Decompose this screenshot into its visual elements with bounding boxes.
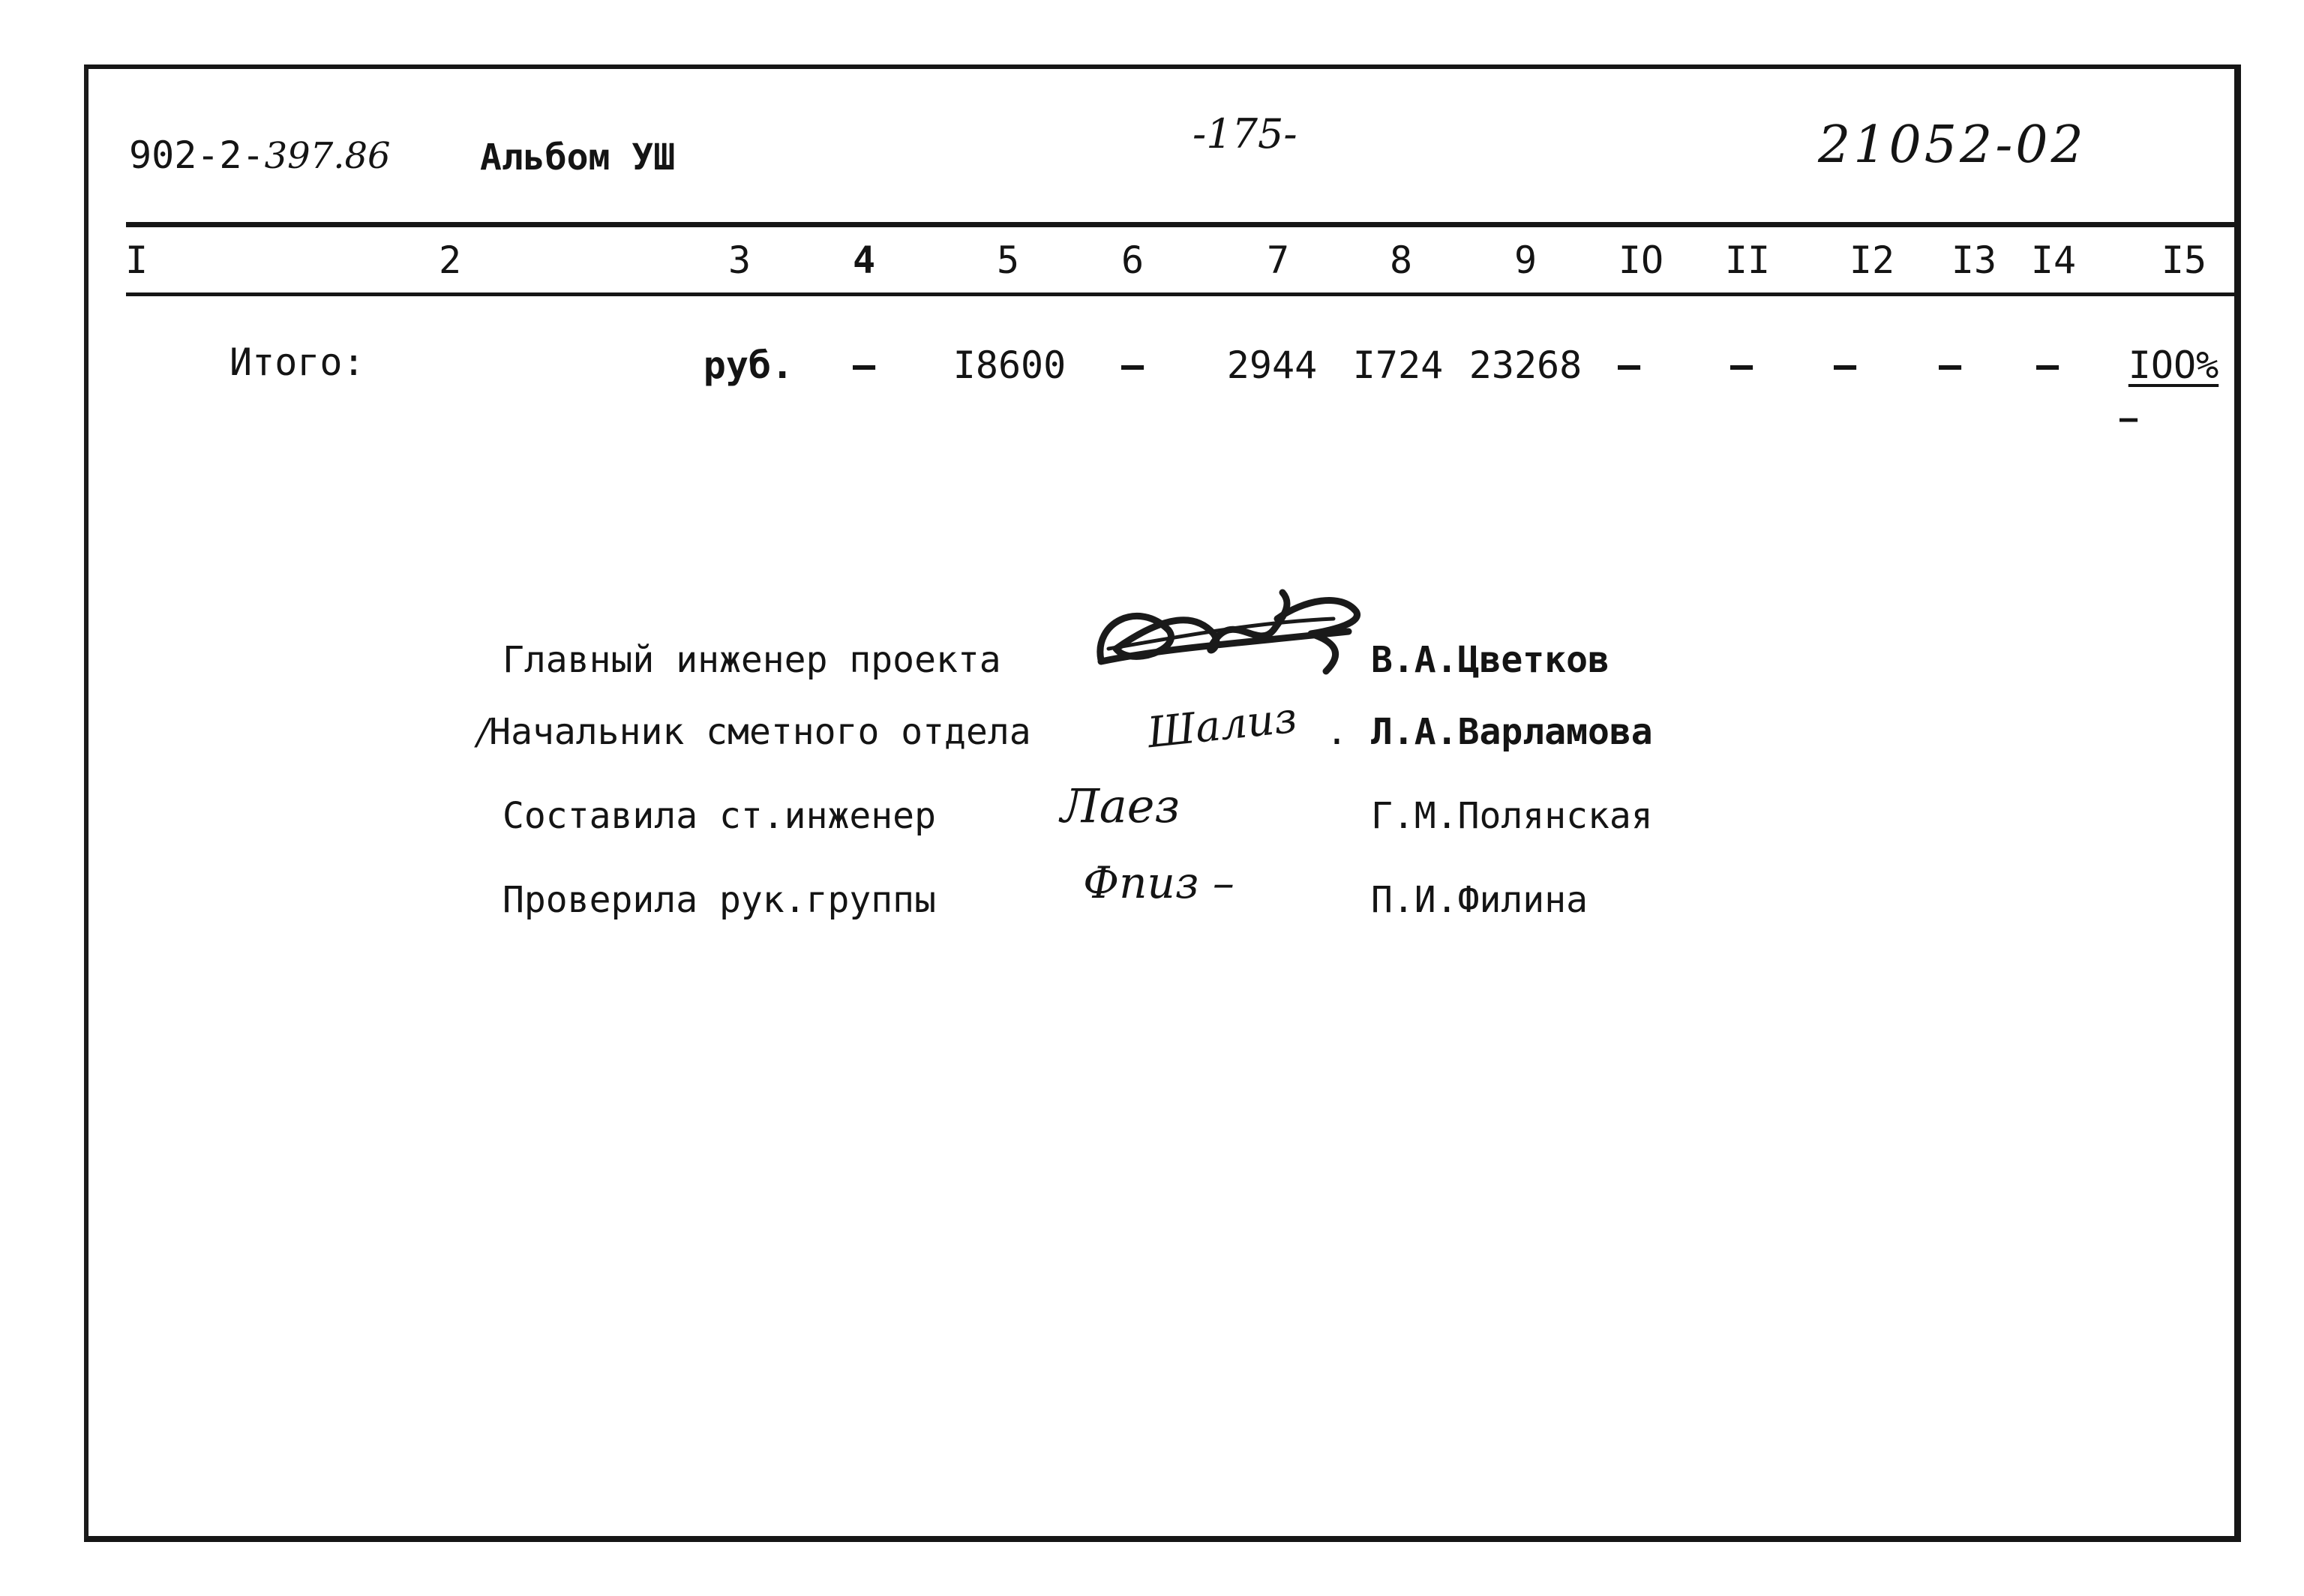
total-col-7: 2944 <box>1226 344 1318 387</box>
slash-mark: / <box>477 711 490 753</box>
column-number: 3 <box>728 238 752 282</box>
column-number: IO <box>1618 238 1664 282</box>
signature-name: Л.А.Варламова <box>1371 711 1653 753</box>
total-col-5: I8600 <box>952 344 1066 387</box>
table-header-rule <box>126 292 2238 296</box>
total-col-11: – <box>1730 344 1754 387</box>
total-col-13: – <box>1938 344 1962 387</box>
page-number: -175- <box>1192 110 1298 158</box>
signature-name: В.А.Цветков <box>1371 639 1610 681</box>
signature-role: Проверила рук.группы <box>502 879 936 921</box>
column-number: 9 <box>1514 238 1538 282</box>
signature-handwritten: Фпиз – <box>1083 857 1234 908</box>
header-code <box>129 134 391 177</box>
total-col-15-below: – <box>2120 401 2138 436</box>
header-code-prefix: 902-2- <box>129 134 265 177</box>
column-number: II <box>1724 238 1771 282</box>
signature-role <box>477 711 1031 753</box>
signature-scribble-chief-engineer <box>1086 578 1371 690</box>
total-col-12: – <box>1833 344 1857 387</box>
document-number: 21052-02 <box>1818 116 2086 175</box>
column-number: 8 <box>1389 238 1413 282</box>
header-code-handwritten: 397.86 <box>264 135 391 177</box>
total-unit: руб. <box>703 344 794 387</box>
table-top-rule <box>126 222 2238 227</box>
column-number: I <box>124 238 148 282</box>
album-label: Альбом УШ <box>480 136 676 178</box>
total-col-14: – <box>2036 344 2060 387</box>
signature-role-text: Начальник сметного отдела <box>489 711 1031 753</box>
signature-role: Главный инженер проекта <box>502 639 1001 681</box>
signature-name: П.И.Филина <box>1371 879 1588 921</box>
total-col-6: – <box>1120 344 1144 387</box>
column-number: 7 <box>1266 238 1290 282</box>
signature-role: Составила ст.инженер <box>502 795 936 837</box>
column-number: I2 <box>1849 238 1895 282</box>
total-col-15: IOO% <box>2128 344 2219 387</box>
total-col-10: – <box>1617 344 1641 387</box>
signature-handwritten: Шализ <box>1145 693 1300 758</box>
total-col-4: – <box>852 344 876 387</box>
total-col-8: I724 <box>1352 344 1444 387</box>
total-label: Итого: <box>230 340 365 384</box>
column-number: I5 <box>2161 238 2207 282</box>
column-number: 4 <box>852 238 876 282</box>
column-number: 5 <box>996 238 1020 282</box>
signature-handwritten: Лаeз <box>1060 778 1180 833</box>
signature-name: Г.М.Полянская <box>1371 795 1653 837</box>
column-number: I4 <box>2030 238 2077 282</box>
column-number: I3 <box>1951 238 1997 282</box>
column-number: 2 <box>438 238 462 282</box>
column-number: 6 <box>1120 238 1144 282</box>
total-col-9: 23268 <box>1468 344 1582 387</box>
signature-dot: . <box>1326 711 1348 753</box>
